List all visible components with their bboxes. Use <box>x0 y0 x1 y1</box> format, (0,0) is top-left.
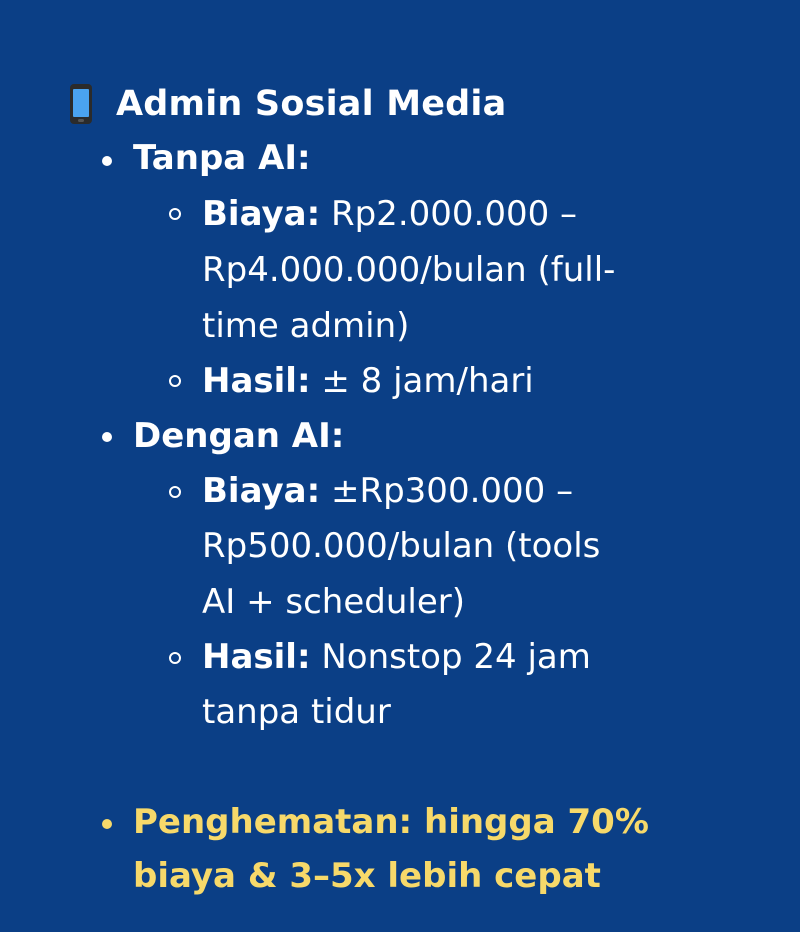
with-ai-cost-line3: AI + scheduler) <box>202 582 466 622</box>
bullet-disc-icon <box>102 156 112 166</box>
bullet-circle-icon <box>169 652 181 664</box>
bullet-circle-icon <box>169 208 181 220</box>
without-ai-cost-label: Biaya: <box>202 194 321 234</box>
without-ai-label: Tanpa AI: <box>133 138 311 178</box>
without-ai-cost-line3: time admin) <box>202 306 410 346</box>
heading-title: Admin Sosial Media <box>116 84 507 124</box>
with-ai-result-line1 <box>202 629 591 685</box>
with-ai-cost-value: ±Rp300.000 – <box>320 471 574 511</box>
bullet-circle-icon <box>169 486 181 498</box>
without-ai-cost-value: Rp2.000.000 – <box>320 194 578 234</box>
with-ai-cost-label: Biaya: <box>202 471 321 511</box>
with-ai-result-value: Nonstop 24 jam <box>310 637 591 677</box>
savings-line1: Penghematan: hingga 70% <box>133 802 649 842</box>
without-ai-result-label: Hasil: <box>202 361 311 401</box>
without-ai-result-value: ± 8 jam/hari <box>310 361 534 401</box>
with-ai-cost-line1 <box>202 463 573 519</box>
with-ai-result-label: Hasil: <box>202 637 311 677</box>
mobile-phone-icon <box>70 84 92 124</box>
with-ai-result-line2: tanpa tidur <box>202 692 391 732</box>
bullet-disc-icon <box>102 432 112 442</box>
bullet-circle-icon <box>169 375 181 387</box>
without-ai-cost-line1 <box>202 186 577 242</box>
with-ai-label: Dengan AI: <box>133 416 345 456</box>
section-heading <box>70 78 506 130</box>
bullet-disc-icon <box>102 819 112 829</box>
savings-line2: biaya & 3–5x lebih cepat <box>133 856 601 896</box>
without-ai-result <box>202 353 534 409</box>
with-ai-cost-line2: Rp500.000/bulan (tools <box>202 526 601 566</box>
without-ai-cost-line2: Rp4.000.000/bulan (full- <box>202 250 616 290</box>
